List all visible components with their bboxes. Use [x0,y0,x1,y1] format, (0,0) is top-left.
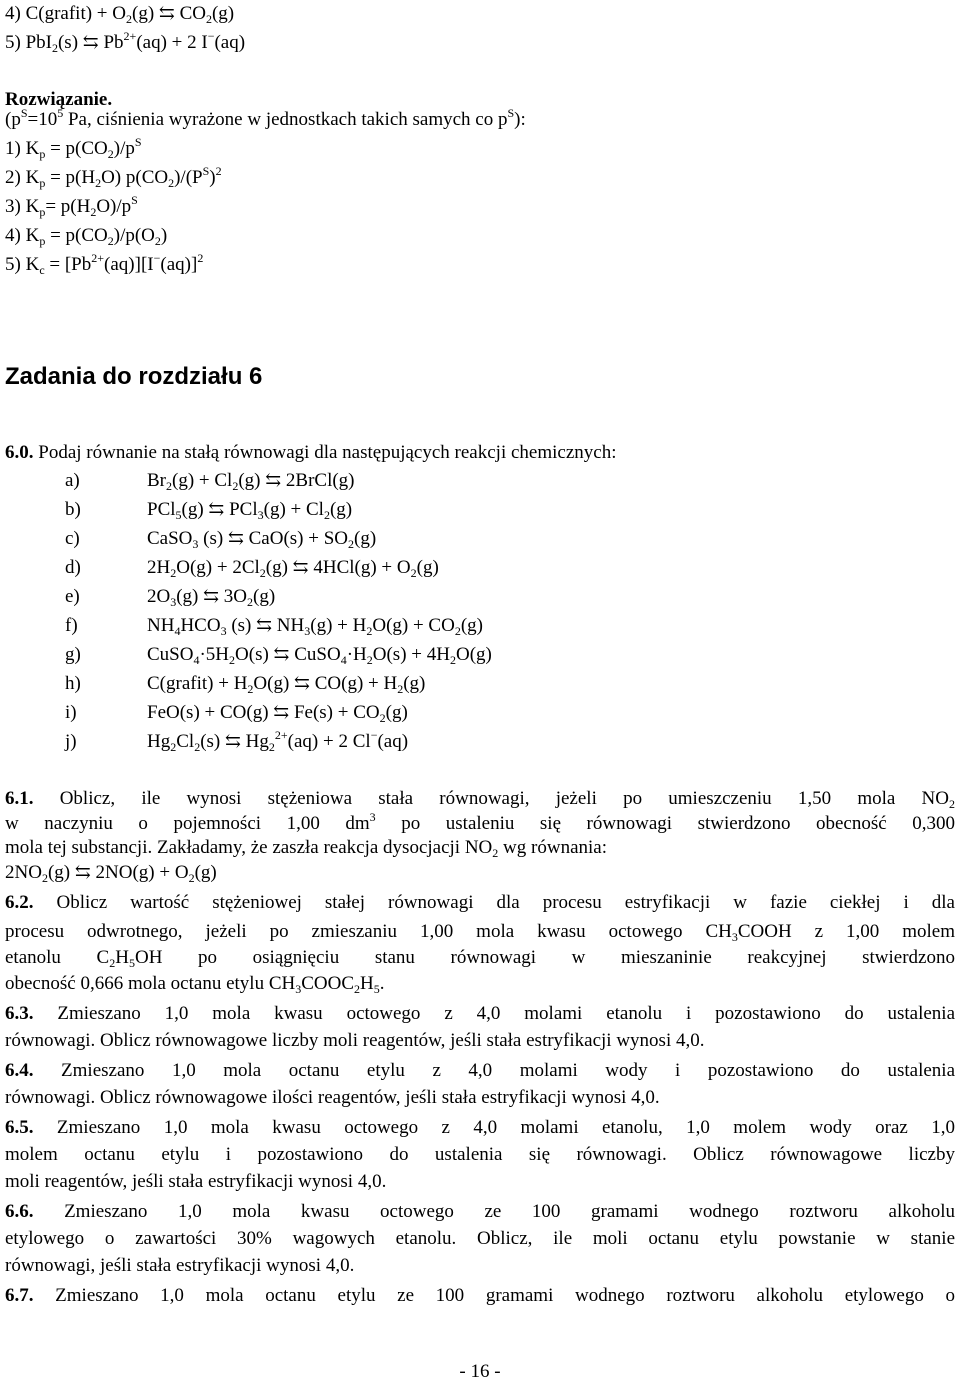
chapter-heading: Zadania do rozdziału 6 [5,363,263,390]
task-number: 6.6. [5,1201,34,1222]
item-label: e) [65,586,80,607]
task-6-5-line: 6.5. Zmieszano 1,0 mola kwasu octowego z 4,0 molami etanolu, 1,0 molem wody oraz 1,0 [5,1117,955,1138]
task-number: 6.1. [5,788,34,809]
task-6-3-line: równowagi. Oblicz równowagowe liczby moli reagentów, jeśli stała estryfikacji wynosi 4,0. [5,1030,705,1051]
item-label: b) [65,499,81,520]
task-6-1-line: 6.1. Oblicz, ile wynosi stężeniowa stała równowagi, jeżeli po umieszczeniu 1,50 mola $NO_2$ [5,788,955,811]
reaction-item-g: g) $CuSO_4\cdot 5H_2O(s)$ ⇆ $CuSO_4\cdot H_2O(s) + 4H_2O(g)$ [65,644,492,667]
solution-answer-3: 3) $K_p= p(H_2O)/p^S$ [5,193,138,219]
item-label: j) [65,731,77,752]
reaction-item-j: j) $Hg_2Cl_2(s)$ ⇆ $Hg_2^{2+}(aq) + 2$ Cl−(aq) [65,728,409,754]
solution-answer-4: 4) $K_p = p(CO_2)/p(O_2)$ [5,225,168,248]
task-6-0 [5,441,616,465]
task-6-4-line: równowagi. Oblicz równowagowe ilości reagentów, jeśli stała estryfikacji wynosi 4,0. [5,1087,660,1108]
item-label: g) [65,644,81,665]
reaction-item-a: a) $Br_2(g) + Cl_2(g)$ ⇆ 2BrCl(g) [65,470,355,493]
item-label: f) [65,615,78,636]
reaction-item-f: f) $NH_4HCO_3$ (s) ⇆ $NH_3(g) + H_2O(g) + CO_2(g)$ [65,615,483,638]
task-6-1-line: mola tej substancji. Zakładamy, że zaszła reakcja dysocjacji $NO_2$ wg równania: [5,837,607,860]
task-number: 6.3. [5,1003,34,1024]
item-label: d) [65,557,81,578]
task-6-2-line: etanolu $C_2H_5OH$ po osiągnięciu stanu równowagi w mieszaninie reakcyjnej stwierdzono [5,947,955,970]
solution-answer-1: 1) $K_p = p(CO_2)/p^S$ [5,135,142,161]
solution-answer-5: 5) $K_c = [Pb^{2+}(aq)][I^-(aq)]^2$ [5,251,204,277]
task-6-5-line: molem octanu etylu i pozostawiono do ustalenia się równowagi. Oblicz równowagowe liczby [5,1144,955,1165]
solution-answer-2: 2) $K_p = p(H_2O)$ $p(CO_2)/(P^S)^2$ [5,164,222,190]
task-number: 6.4. [5,1060,34,1081]
task-6-2-line: procesu odwrotnego, jeżeli po zmieszaniu 1,00 mola kwasu octowego $CH_3COOH$ z 1,00 molem [5,921,955,944]
task-6-1-equation: $2NO_2(g)$ ⇆ $2NO(g) + O_2(g)$ [5,862,217,885]
task-6-7-line: 6.7. Zmieszano 1,0 mola octanu etylu ze 100 gramami wodnego roztworu alkoholu etylowego o [5,1285,955,1306]
reaction-item-b: b) PCl$_5$(g) ⇆ $PCl_3(g) + Cl_2(g)$ [65,499,353,522]
task-6-4-line: 6.4. Zmieszano 1,0 mola octanu etylu z 4,0 molami wody i pozostawiono do ustalenia [5,1060,955,1081]
task-6-6-line: 6.6. Zmieszano 1,0 mola kwasu octowego ze 100 gramami wodnego roztworu alkoholu [5,1201,955,1222]
solution-title: Rozwiązanie. [5,89,113,110]
task-text: Podaj równanie na stałą równowagi dla następujących reakcji chemicznych: [38,442,617,463]
solution-note: ($p^S=10^5$ Pa, ciśnienia wyrażone w jednostkach takich samych co $p^S$): [5,106,526,130]
task-number: 6.5. [5,1117,34,1138]
item-label: h) [65,673,81,694]
task-number: 6.2. [5,892,34,913]
task-6-5-line: moli reagentów, jeśli stała estryfikacji wynosi 4,0. [5,1171,387,1192]
task-number: 6.0. [5,442,34,463]
page-number: - 16 - [459,1361,501,1382]
task-6-6-line: równowagi, jeśli stała estryfikacji wynosi 4,0. [5,1255,355,1276]
reaction-item-c: c) CaSO$_3$ (s) ⇆ $CaO(s) + SO_2(g)$ [65,528,377,551]
intro-reaction-5: 5) PbI$_2$(s) ⇆ $Pb^{2+}(aq) + 2$ I−(aq) [5,29,246,55]
task-number: 6.7. [5,1285,34,1306]
item-label: i) [65,702,77,723]
item-label: a) [65,470,80,491]
reaction-item-h: h) C(grafit) + $H_2O(g)$ ⇆ $CO(g) + H_2(g)$ [65,673,426,696]
item-label: c) [65,528,80,549]
task-6-2-line: 6.2. Oblicz wartość stężeniowej stałej równowagi dla procesu estryfikacji w fazie ciekłej i dla [5,892,955,913]
task-6-1-line: w naczyniu o pojemności 1,00 $dm^3$ po ustaleniu się równowagi stwierdzono obecność 0,300 [5,810,955,834]
intro-reaction-4: 4) C(grafit) + $O_2(g)$ ⇆ $CO_2(g)$ [5,3,235,26]
reaction-item-i: i) FeO(s) + CO(g) ⇆ $Fe(s) + CO_2(g)$ [65,702,408,725]
task-6-2-line: obecność 0,666 mola octanu etylu $CH_3COOC_2H_5$. [5,973,385,996]
reaction-item-e: e) $2O_3(g)$ ⇆ $3O_2(g)$ [65,586,276,609]
task-6-6-line: etylowego o zawartości 30% wagowych etanolu. Oblicz, ile moli octanu etylu powstanie w stanie [5,1228,955,1249]
reaction-item-d: d) $2H_2O(g) + 2Cl_2(g)$ ⇆ $4HCl(g) + O_2(g)$ [65,557,439,580]
task-6-3-line: 6.3. Zmieszano 1,0 mola kwasu octowego z 4,0 molami etanolu i pozostawiono do ustalenia [5,1003,956,1024]
